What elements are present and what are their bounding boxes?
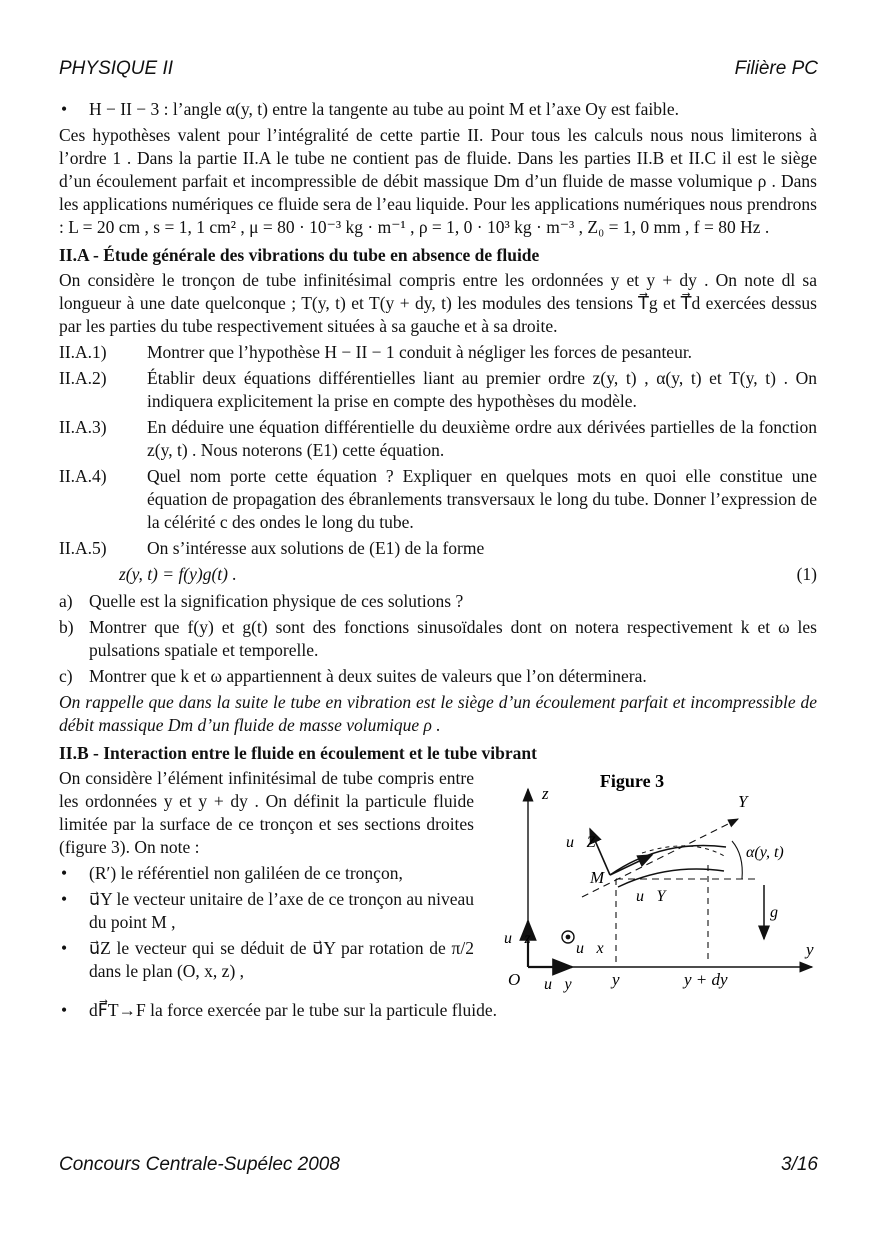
question-text: Établir deux équations différentielles liant au premier ordre z(y, t) , α(y, t) et T(y, t) . On indiquera explicitement la prise en compte des hypothèses du modèle.	[147, 368, 817, 411]
subquestion-label: a)	[59, 591, 73, 611]
section-b-paragraph: On considère l’élément infinitésimal de tube compris entre les ordonnées y et y + dy . On définit la particule fluide limitée par la surface de ce tronçon et ses sections droites (figure 3). On note :	[59, 768, 474, 857]
question-number: II.A.2)	[59, 368, 107, 388]
question-a5	[59, 537, 817, 560]
uY-label: u⃗Y	[636, 888, 666, 905]
question-number: II.A.1)	[59, 342, 107, 362]
page-content	[59, 98, 817, 1025]
subquestion-text: Montrer que f(y) et g(t) sont des fonctions sinusoïdales dont on notera respectivement k et ω les pulsations spatiale et temporelle.	[89, 617, 817, 660]
section-b-body	[59, 767, 817, 999]
question-number: II.A.5)	[59, 538, 107, 558]
footer-left: Concours Centrale-Supélec 2008	[59, 1154, 340, 1175]
subquestion-label: b)	[59, 617, 74, 637]
tangent-axis	[582, 819, 738, 897]
alpha-label: α(y, t)	[746, 844, 784, 861]
Y-label: Y	[738, 792, 748, 811]
question-text: En déduire une équation différentielle du deuxième ordre aux dérivées partielles de la fonction z(y, t) . Nous noterons (E1) cette équation.	[147, 417, 817, 460]
notation-bullet: • (R′) le référentiel non galiléen de ce tronçon,	[59, 862, 474, 885]
footer-right: 3/16	[781, 1154, 818, 1175]
section-b-text	[59, 767, 474, 999]
g-label: g⃗	[770, 904, 791, 921]
question-text: Quel nom porte cette équation ? Expliquer en quelques mots en quoi elle constitue une équation de propagation des ébranlements transversaux le long du tube. Donner l’expression de la célérité c des ondes le long du tube.	[147, 466, 817, 532]
intro-bullet: • H − II − 3 : l’angle α(y, t) entre la tangente au tube au point M et l’axe Oy est faible.	[59, 98, 817, 121]
question-text: Montrer que l’hypothèse H − II − 1 conduit à négliger les forces de pesanteur.	[147, 342, 693, 362]
equation-body: z(y, t) = f(y)g(t) .	[119, 564, 237, 584]
notation-bullet: • u⃗Y le vecteur unitaire de l’axe de ce tronçon au niveau du point M ,	[59, 888, 474, 934]
section-b-title: II.B - Interaction entre le fluide en écoulement et le tube vibrant	[59, 743, 537, 763]
reminder-paragraph: On rappelle que dans la suite le tube en vibration est le siège d’un écoulement parfait et incompressible de débit massique Dm d’un fluide de masse volumique ρ .	[59, 692, 817, 735]
figure-3-diagram	[492, 767, 817, 999]
subquestion-a	[59, 590, 817, 613]
subquestion-b	[59, 616, 817, 662]
uY-vector	[610, 855, 652, 875]
z-label: z	[542, 784, 549, 803]
uy-label: u⃗y	[544, 976, 572, 993]
ux-label: u⃗x	[576, 940, 604, 957]
subquestion-text: Montrer que k et ω appartiennent à deux suites de valeurs que l’on déterminera.	[89, 666, 647, 686]
question-number: II.A.3)	[59, 417, 107, 437]
intro-paragraph: Ces hypothèses valent pour l’intégralité de cette partie II. Pour tous les calculs nous nous limiterons à l’ordre 1 . Dans la partie II.A le tube ne contient pas de fluide. Dans les parties II.B et II.C il est le siège d’un écoulement parfait et incompressible de débit massique Dm d’un fluide de masse volumique ρ . Dans les applications numériques ce fluide sera de l’eau liquide. Pour les applications numériques nous prendrons : L = 20 cm , s = 1, 1 cm² , μ = 80 · 10⁻³ kg · m⁻¹ , ρ = 1, 0 · 10³ kg · m⁻³ , Z₀ = 1, 0 mm , f = 80 Hz .	[59, 125, 817, 237]
header-left: PHYSIQUE II	[59, 58, 174, 79]
uZ-label: u⃗Z	[566, 834, 596, 851]
figure-title: Figure 3	[599, 771, 665, 791]
origin-label: O	[508, 970, 521, 989]
question-text: On s’intéresse aux solutions de (E1) de la forme	[147, 538, 485, 558]
question-a1	[59, 341, 817, 364]
equation-number: (1)	[796, 564, 817, 584]
y-tick-label: y	[612, 970, 620, 989]
notation-bullet: • u⃗Z le vecteur qui se déduit de u⃗Y par rotation de π/2 dans le plan (O, x, z) ,	[59, 937, 474, 983]
section-a-title: II.A - Étude générale des vibrations du tube en absence de fluide	[59, 245, 540, 265]
question-a3	[59, 416, 817, 462]
question-a4	[59, 465, 817, 534]
subquestion-label: c)	[59, 666, 73, 686]
uz-label: u⃗z	[504, 930, 531, 947]
section-a-paragraph: On considère le tronçon de tube infinitésimal compris entre les ordonnées y et y + dy . On note dl sa longueur à une date quelconque ; T(y, t) et T(y + dy, t) les modules des tensions T⃗g et T⃗d exercées dessus par les parties du tube respectivement situées à sa gauche et à sa droite.	[59, 270, 817, 336]
subquestion-c	[59, 665, 817, 688]
ydy-tick-label: y + dy	[684, 970, 728, 989]
y-axis-label: y	[806, 940, 814, 959]
question-a2	[59, 367, 817, 413]
M-label: M	[590, 868, 605, 887]
header-right: Filière PC	[734, 58, 818, 79]
equation-1	[59, 563, 817, 586]
tube-middle-line	[642, 846, 726, 857]
question-number: II.A.4)	[59, 466, 107, 486]
alpha-arc	[732, 841, 742, 879]
notation-bullet-last: • dF⃗T→F la force exercée par le tube sur la particule fluide.	[59, 999, 817, 1022]
subquestion-text: Quelle est la signification physique de ces solutions ?	[89, 591, 464, 611]
figure-3	[492, 767, 817, 999]
ux-dot	[566, 935, 571, 940]
